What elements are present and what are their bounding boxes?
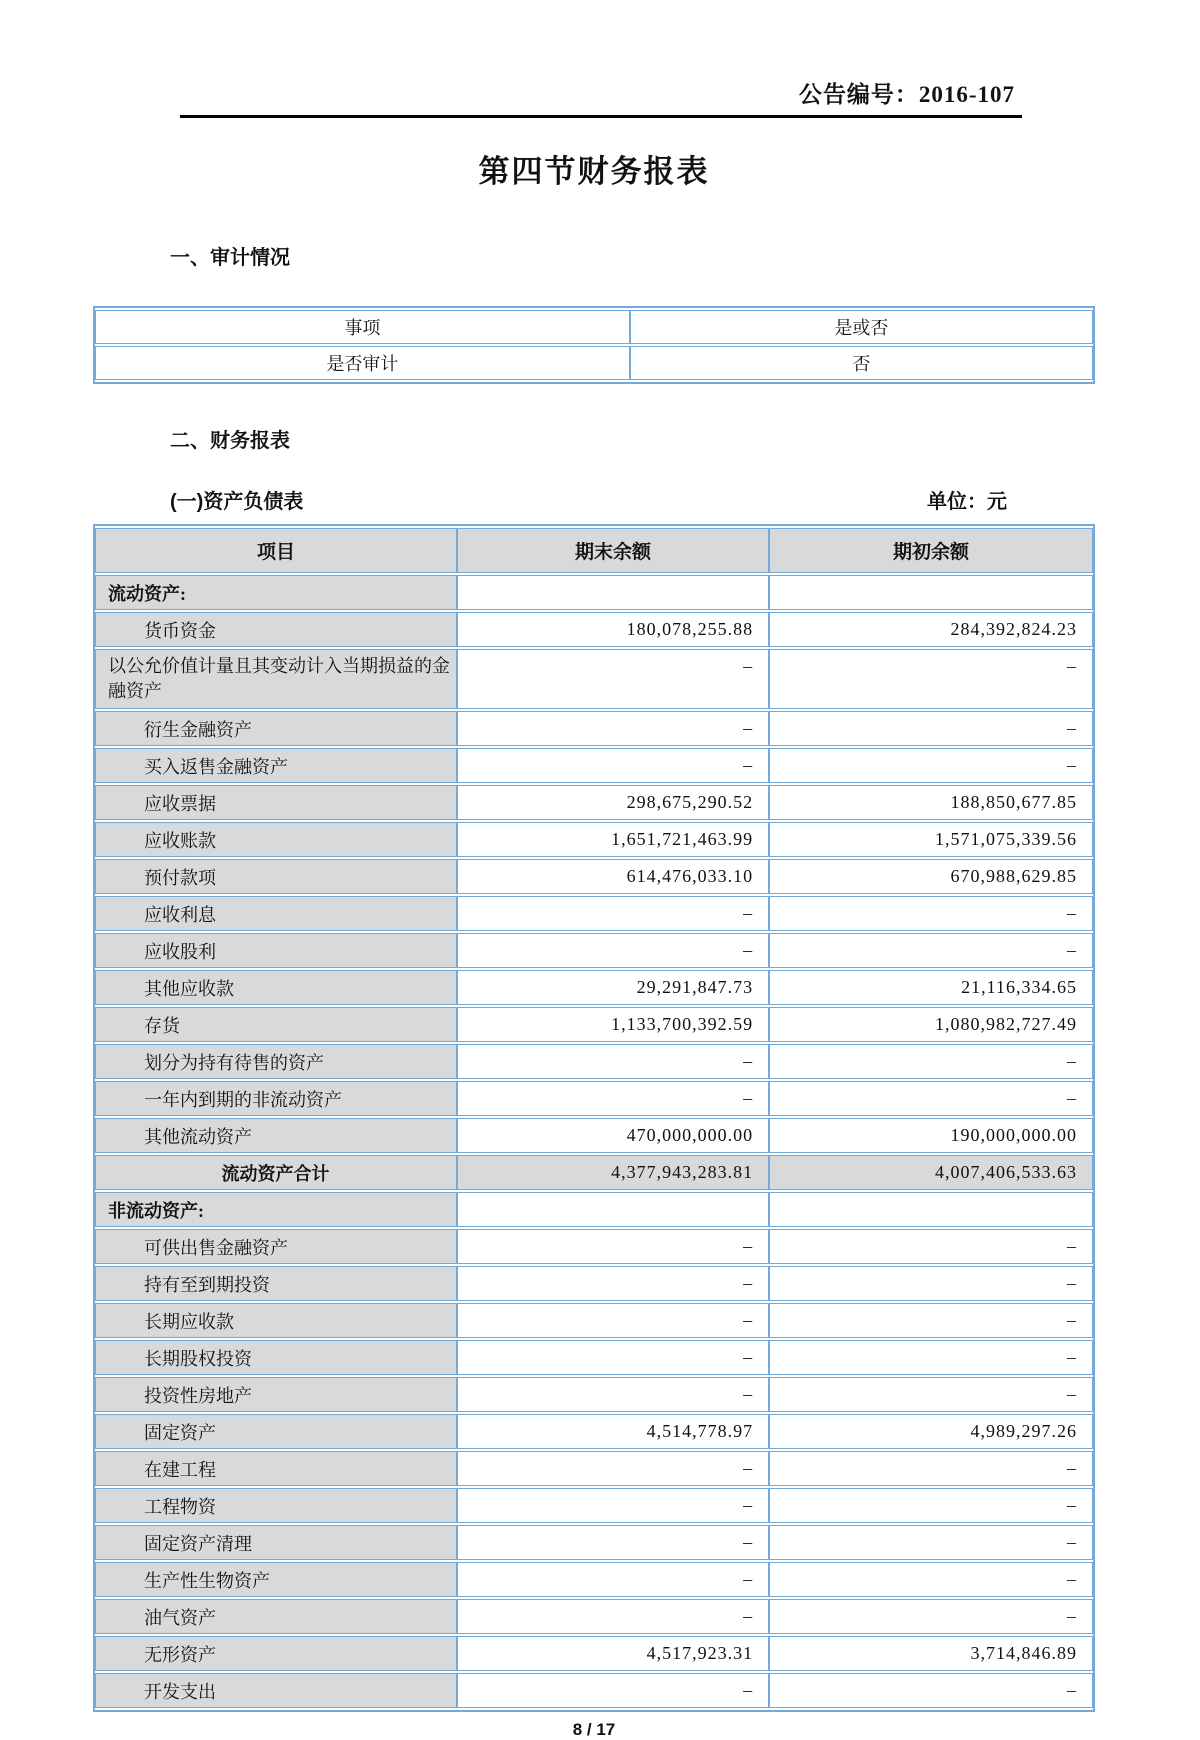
table-row [95,1636,1093,1671]
end-balance-cell: – [457,1266,769,1301]
begin-balance-cell: – [769,1488,1093,1523]
begin-balance-cell [769,1192,1093,1227]
begin-balance-cell: – [769,1229,1093,1264]
table-row [95,1414,1093,1449]
balance-sheet-heading: (一)资产负债表 [170,491,304,513]
begin-balance-cell: – [769,1525,1093,1560]
item-label-cell: 长期应收款 [95,1303,457,1338]
audit-row [95,346,1093,380]
end-balance-cell: – [457,1081,769,1116]
audit-header-cell: 是或否 [630,310,1093,344]
begin-balance-cell: – [769,1266,1093,1301]
table-row [95,1081,1093,1116]
balance-sheet-table [93,524,1095,1712]
table-row [95,1118,1093,1153]
end-balance-cell: – [457,1525,769,1560]
item-label-cell: 投资性房地产 [95,1377,457,1412]
balance-sheet-body [95,575,1093,1708]
end-balance-cell: – [457,1451,769,1486]
item-label-cell: 在建工程 [95,1451,457,1486]
audit-header-cell: 事项 [95,310,630,344]
end-balance-cell: 180,078,255.88 [457,612,769,647]
end-balance-cell: – [457,933,769,968]
balance-sheet-subheader [93,485,1095,514]
table-row [95,1525,1093,1560]
end-balance-cell: – [457,1044,769,1079]
table-row [95,711,1093,746]
end-balance-cell: – [457,1562,769,1597]
item-label-cell: 货币资金 [95,612,457,647]
unit-label: 单位：元 [927,491,1007,513]
begin-balance-cell: 1,080,982,727.49 [769,1007,1093,1042]
begin-balance-cell: 3,714,846.89 [769,1636,1093,1671]
begin-balance-cell: 284,392,824.23 [769,612,1093,647]
end-balance-cell [457,1192,769,1227]
item-label-cell: 无形资产 [95,1636,457,1671]
begin-balance-cell: – [769,896,1093,931]
table-row [95,1562,1093,1597]
item-label-cell: 一年内到期的非流动资产 [95,1081,457,1116]
end-balance-cell: 1,133,700,392.59 [457,1007,769,1042]
table-row [95,896,1093,931]
begin-balance-cell: – [769,1451,1093,1486]
item-label-cell: 非流动资产: [95,1192,457,1227]
table-row [95,785,1093,820]
table-row [95,1229,1093,1264]
begin-balance-cell: – [769,1303,1093,1338]
end-balance-cell: – [457,1229,769,1264]
table-row [95,748,1093,783]
item-label-cell: 应收股利 [95,933,457,968]
end-balance-cell: – [457,1377,769,1412]
begin-balance-cell: – [769,649,1093,709]
begin-balance-cell: – [769,1377,1093,1412]
table-row [95,859,1093,894]
begin-balance-cell: – [769,748,1093,783]
table-row [95,1044,1093,1079]
begin-balance-cell: – [769,1081,1093,1116]
end-balance-cell: – [457,748,769,783]
item-label-cell: 工程物资 [95,1488,457,1523]
item-label-cell: 预付款项 [95,859,457,894]
end-balance-cell: 4,517,923.31 [457,1636,769,1671]
table-row [95,1192,1093,1227]
begin-balance-cell: 21,116,334.65 [769,970,1093,1005]
item-label-cell: 其他流动资产 [95,1118,457,1153]
end-balance-cell: – [457,711,769,746]
table-row [95,1451,1093,1486]
table-row [95,1303,1093,1338]
table-row [95,1599,1093,1634]
item-label-cell: 固定资产 [95,1414,457,1449]
begin-balance-cell: – [769,1562,1093,1597]
table-row [95,612,1093,647]
begin-balance-cell: 1,571,075,339.56 [769,822,1093,857]
end-balance-cell: 1,651,721,463.99 [457,822,769,857]
section-financial-heading: 二、财务报表 [170,430,290,452]
end-balance-cell: – [457,1488,769,1523]
end-balance-cell: 4,514,778.97 [457,1414,769,1449]
item-label-cell: 划分为持有待售的资产 [95,1044,457,1079]
item-label-cell: 流动资产合计 [95,1155,457,1190]
table-row [95,970,1093,1005]
audit-table [93,306,1095,384]
item-label-cell: 其他应收款 [95,970,457,1005]
audit-table-body [95,310,1093,380]
end-balance-cell: – [457,1340,769,1375]
table-row [95,822,1093,857]
item-label-cell: 以公允价值计量且其变动计入当期损益的金融资产 [95,649,457,709]
page-content [93,0,1095,1740]
table-row [95,1488,1093,1523]
item-label-cell: 持有至到期投资 [95,1266,457,1301]
item-label-cell: 可供出售金融资产 [95,1229,457,1264]
end-balance-cell: – [457,1303,769,1338]
begin-balance-cell: 188,850,677.85 [769,785,1093,820]
column-header-cell: 期初余额 [769,528,1093,573]
column-header-cell: 期末余额 [457,528,769,573]
item-label-cell: 生产性生物资产 [95,1562,457,1597]
column-header-cell: 项目 [95,528,457,573]
begin-balance-cell: 190,000,000.00 [769,1118,1093,1153]
begin-balance-cell: – [769,1340,1093,1375]
section-audit-heading: 一、审计情况 [170,247,290,269]
item-label-cell: 应收账款 [95,822,457,857]
page-number: 8 / 17 [572,1720,616,1740]
table-row [95,1377,1093,1412]
notice-number: 公告编号：2016-107 [798,82,1015,107]
table-row [95,1340,1093,1375]
audit-value-cell: 否 [630,346,1093,380]
table-row [95,649,1093,709]
table-row [95,1266,1093,1301]
begin-balance-cell: 670,988,629.85 [769,859,1093,894]
table-row [95,575,1093,610]
end-balance-cell: 4,377,943,283.81 [457,1155,769,1190]
end-balance-cell: 298,675,290.52 [457,785,769,820]
end-balance-cell: 614,476,033.10 [457,859,769,894]
table-row [95,1155,1093,1190]
item-label-cell: 衍生金融资产 [95,711,457,746]
table-row [95,1673,1093,1708]
item-label-cell: 开发支出 [95,1673,457,1708]
item-label-cell: 存货 [95,1007,457,1042]
end-balance-cell: – [457,1673,769,1708]
end-balance-cell: – [457,896,769,931]
table-row [95,933,1093,968]
end-balance-cell [457,575,769,610]
end-balance-cell: – [457,1599,769,1634]
end-balance-cell: – [457,649,769,709]
audit-header-row [95,310,1093,344]
end-balance-cell: 470,000,000.00 [457,1118,769,1153]
item-label-cell: 应收票据 [95,785,457,820]
item-label-cell: 油气资产 [95,1599,457,1634]
begin-balance-cell: – [769,711,1093,746]
begin-balance-cell: 4,007,406,533.63 [769,1155,1093,1190]
audit-value-cell: 是否审计 [95,346,630,380]
begin-balance-cell [769,575,1093,610]
end-balance-cell: 29,291,847.73 [457,970,769,1005]
item-label-cell: 流动资产: [95,575,457,610]
page-title: 第四节财务报表 [478,154,710,189]
begin-balance-cell: – [769,1673,1093,1708]
item-label-cell: 长期股权投资 [95,1340,457,1375]
item-label-cell: 应收利息 [95,896,457,931]
table-row [95,1007,1093,1042]
begin-balance-cell: – [769,1044,1093,1079]
begin-balance-cell: – [769,1599,1093,1634]
begin-balance-cell: – [769,933,1093,968]
begin-balance-cell: 4,989,297.26 [769,1414,1093,1449]
item-label-cell: 买入返售金融资产 [95,748,457,783]
header-rule [180,115,1022,118]
item-label-cell: 固定资产清理 [95,1525,457,1560]
balance-sheet-header-row [95,528,1093,573]
